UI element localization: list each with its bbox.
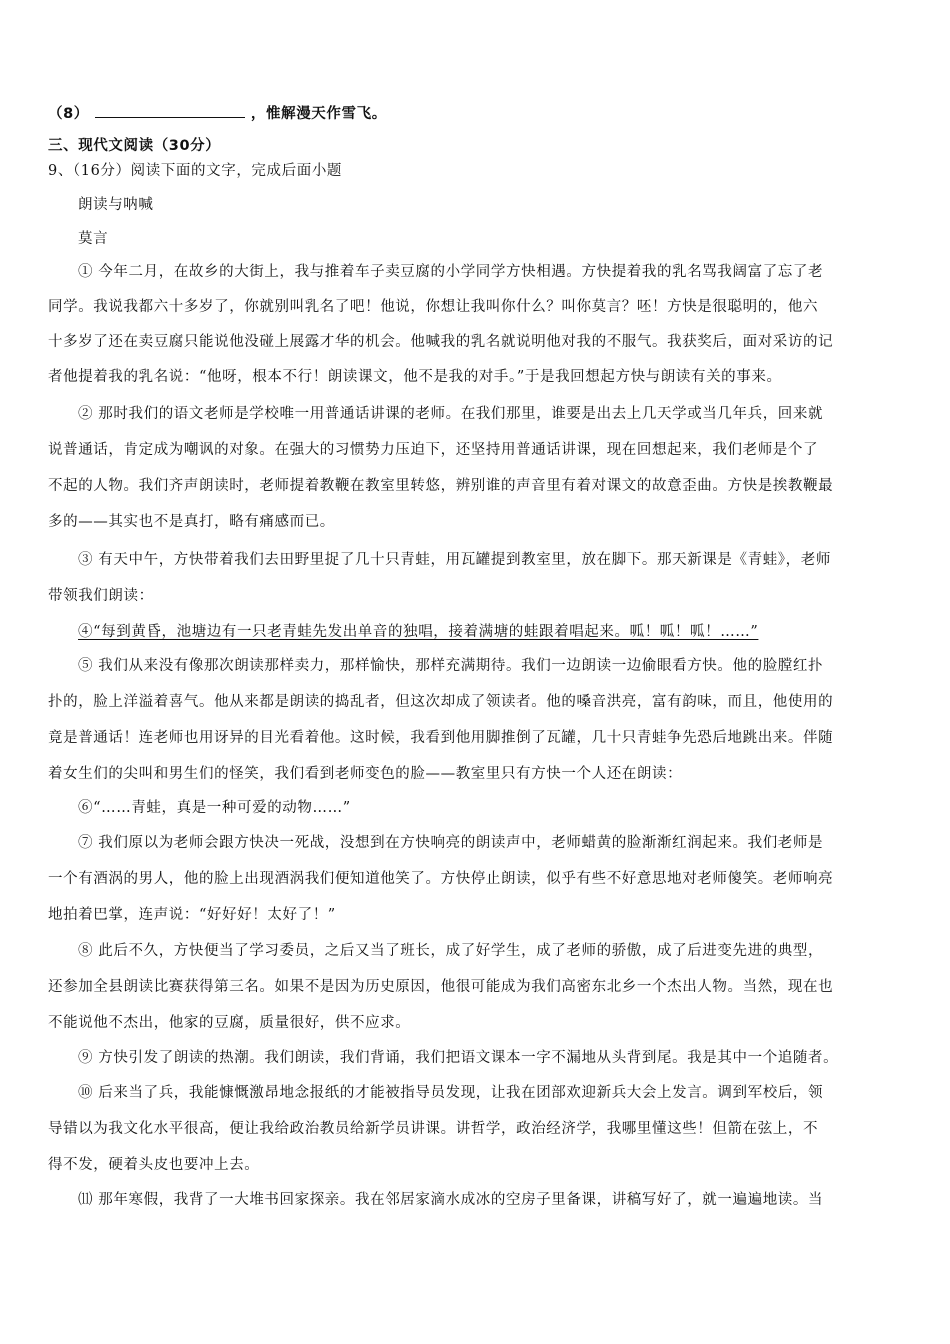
- text-line: ⑦ 我们原以为老师会跟方快决一死战，没想到在方快响亮的朗读声中，老师蜡黄的脸渐渐红润起来。我们老师是: [78, 835, 824, 851]
- question-9-prompt: 9、（16分）阅读下面的文字，完成后面小题: [48, 163, 343, 179]
- text-line: 得不发，硬着头皮也要冲上去。: [48, 1157, 260, 1173]
- question-8: [48, 103, 906, 124]
- text-line: 者他提着我的乳名说：“他呀，根本不行！朗读课文，他不是我的对手。”于是我回想起方快与朗读有关的事来。: [48, 369, 782, 385]
- section-3-title: 三、现代文阅读（30分）: [48, 138, 221, 154]
- text-line: 着女生们的尖叫和男生们的怪笑，我们看到老师变色的脸——教室里只有方快一个人还在朗读：: [48, 766, 683, 782]
- question-8-suffix: ，惟解漫天作雪飞。: [250, 106, 387, 122]
- text-line: 同学。我说我都六十多岁了，你就别叫乳名了吧！他说，你想让我叫你什么？叫你莫言？呸！方快是很聪明的，他六: [48, 299, 819, 315]
- text-line: ⑤ 我们从来没有像那次朗读那样卖力，那样愉快，那样充满期待。我们一边朗读一边偷眼看方快。他的脸膛红扑: [78, 658, 824, 674]
- text-line: 不能说他不杰出，他家的豆腐，质量很好，供不应求。: [48, 1015, 411, 1031]
- text-line: ⑾ 那年寒假，我背了一大堆书回家探亲。我在邻居家滴水成冰的空房子里备课，讲稿写好了，就一遍遍地读。当: [78, 1192, 824, 1208]
- text-line: ② 那时我们的语文老师是学校唯一用普通话讲课的老师。在我们那里，谁要是出去上几天学或当几年兵，回来就: [78, 406, 824, 422]
- text-line: 多的——其实也不是真打，略有痛感而已。: [48, 514, 335, 530]
- text-line: 地拍着巴掌，连声说：“好好好！太好了！”: [48, 907, 336, 923]
- question-8-number: （8）: [48, 106, 89, 122]
- underlined-quote: ④“每到黄昏，池塘边有一只老青蛙先发出单音的独唱，接着满塘的蛙跟着唱起来。呱！呱！呱！……”: [78, 624, 759, 640]
- text-line: 导错以为我文化水平很高，便让我给政治教员给新学员讲课。讲哲学，政治经济学，我哪里懂这些！但箭在弦上，不: [48, 1121, 819, 1137]
- text-line: 扑的，脸上洋溢着喜气。他从来都是朗读的捣乱者，但这次却成了领读者。他的嗓音洪亮，富有韵味，而且，他使用的: [48, 694, 834, 710]
- text-line: 带领我们朗读：: [48, 588, 154, 604]
- answer-blank[interactable]: [95, 103, 245, 118]
- text-line: 不起的人物。我们齐声朗读时，老师提着教鞭在教室里转悠，辨别谁的声音里有着对课文的故意歪曲。方快是挨教鞭最: [48, 478, 834, 494]
- text-line: ③ 有天中午，方快带着我们去田野里捉了几十只青蛙，用瓦罐提到教室里，放在脚下。那天新课是《青蛙》，老师: [78, 552, 831, 568]
- text-line: ⑧ 此后不久，方快便当了学习委员，之后又当了班长，成了好学生，成了老师的骄傲，成了后进变先进的典型，: [78, 943, 824, 959]
- text-line: ⑩ 后来当了兵，我能慷慨激昂地念报纸的才能被指导员发现，让我在团部欢迎新兵大会上发言。调到军校后，领: [78, 1085, 824, 1101]
- text-line: ⑨ 方快引发了朗读的热潮。我们朗读，我们背诵，我们把语文课本一字不漏地从头背到尾。我是其中一个追随者。: [78, 1050, 839, 1066]
- text-line: 十多岁了还在卖豆腐只能说他没碰上展露才华的机会。他喊我的乳名就说明他对我的不服气。我获奖后，面对采访的记: [48, 334, 834, 350]
- essay-author: 莫言: [78, 231, 109, 247]
- essay-title: 朗读与呐喊: [78, 197, 154, 213]
- text-line: 竟是普通话！连老师也用讶异的目光看着他。这时候，我看到他用脚推倒了瓦罐，几十只青蛙争先恐后地跳出来。伴随: [48, 730, 834, 746]
- text-line: 一个有酒涡的男人，他的脸上出现酒涡我们便知道他笑了。方快停止朗读，似乎有些不好意思地对老师傻笑。老师响亮: [48, 871, 834, 887]
- text-line: ① 今年二月，在故乡的大街上，我与推着车子卖豆腐的小学同学方快相遇。方快提着我的乳名骂我阔富了忘了老: [78, 264, 824, 280]
- text-line: 还参加全县朗读比赛获得第三名。如果不是因为历史原因，他很可能成为我们高密东北乡一个杰出人物。当然，现在也: [48, 979, 834, 995]
- text-line: ⑥“……青蛙，真是一种可爱的动物……”: [78, 800, 351, 816]
- text-line: 说普通话，肯定成为嘲讽的对象。在强大的习惯势力压迫下，还坚持用普通话讲课，现在回想起来，我们老师是个了: [48, 442, 819, 458]
